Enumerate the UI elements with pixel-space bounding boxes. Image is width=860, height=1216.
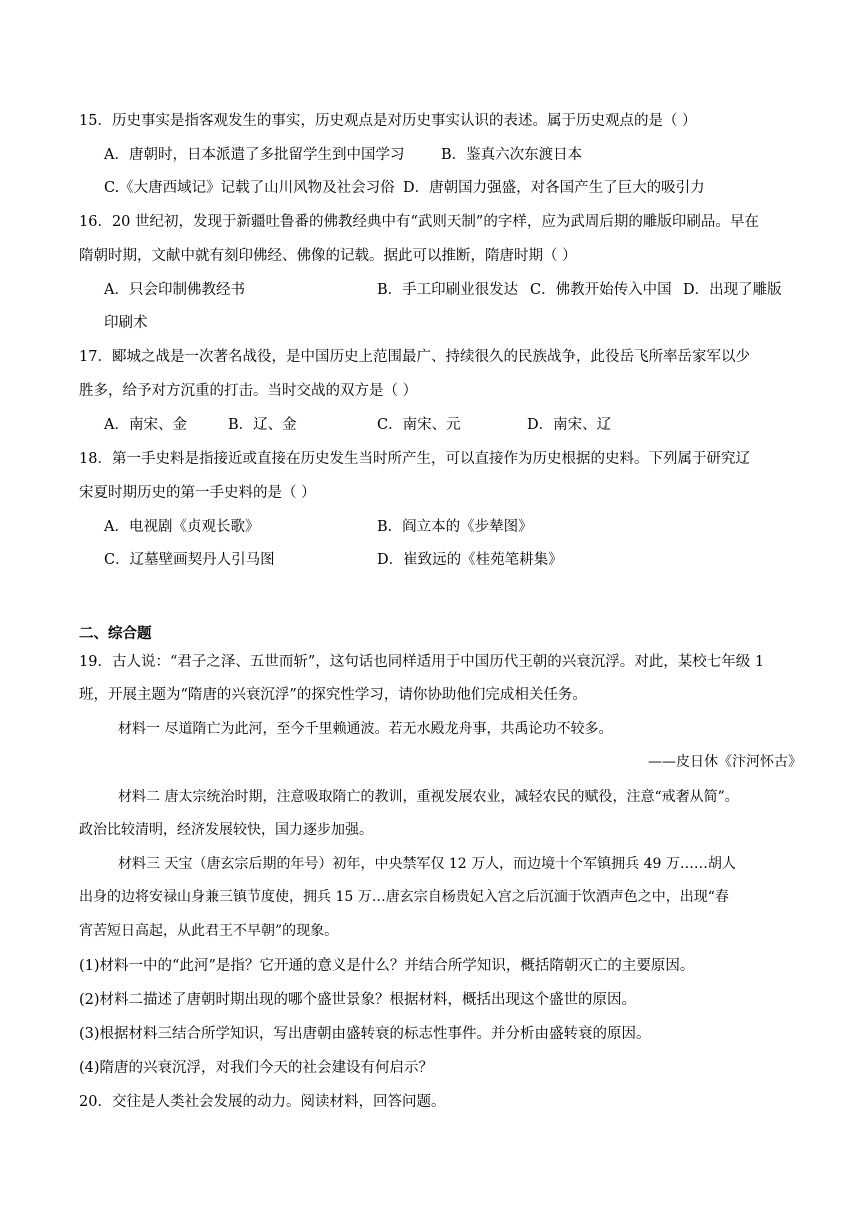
- q18-option-c: C．辽墓壁画契丹人引马图: [104, 552, 275, 568]
- q17-option-c: C．南宋、元: [377, 417, 461, 433]
- q18-option-d: D．崔致远的《桂苑笔耕集》: [377, 552, 563, 568]
- q15-stem: 15．历史事实是指客观发生的事实，历史观点是对历史事实认识的表述。属于历史观点的是（ ）: [79, 113, 697, 129]
- q17-stem-line2: 胜多，给予对方沉重的打击。当时交战的双方是（ ）: [79, 383, 418, 399]
- material-3-line1: 材料三 天宝（唐玄宗后期的年号）初年，中央禁军仅 12 万人，而边境十个军镇拥兵 49 万……胡人: [118, 856, 736, 872]
- material-1-source: ——皮日休《汴河怀古》: [648, 754, 802, 770]
- q17-option-b: B．辽、金: [228, 417, 297, 433]
- q16-stem-line2: 隋朝时期，文献中就有刻印佛经、佛像的记载。据此可以推断，隋唐时期（ ）: [79, 248, 577, 264]
- q15-option-a: A．唐朝时，日本派遣了多批留学生到中国学习: [104, 147, 405, 163]
- q17-stem-line1: 17．郾城之战是一次著名战役，是中国历史上范围最广、持续很久的民族战争，此役岳飞所率岳家军以少: [79, 349, 750, 365]
- material-1: 材料一 尽道隋亡为此河，至今千里赖通波。若无水殿龙舟事，共禹论功不较多。: [118, 721, 613, 737]
- q20-stem: 20．交往是人类社会发展的动力。阅读材料，回答问题。: [79, 1094, 446, 1110]
- q16-option-b: B．手工印刷业很发达: [377, 282, 519, 298]
- q16-option-d-continuation: 印刷术: [104, 315, 148, 331]
- material-2-line2: 政治比较清明，经济发展较快，国力逐步加强。: [79, 822, 373, 838]
- q16-option-a: A．只会印制佛教经书: [104, 282, 245, 298]
- material-3-line3: 宵苦短日高起，从此君王不早朝”的现象。: [79, 923, 339, 939]
- q19-stem-line2: 班，开展主题为“隋唐的兴衰沉浮”的探究性学习，请你协助他们完成相关任务。: [79, 687, 587, 703]
- q19-subquestion-4: (4)隋唐的兴衰沉浮，对我们今天的社会建设有何启示？: [79, 1060, 434, 1076]
- q15-option-c: C.《大唐西域记》记载了山川风物及社会习俗: [104, 180, 395, 196]
- q19-subquestion-1: (1)材料一中的“此河”是指？它开通的意义是什么？并结合所学知识，概括隋朝灭亡的主要原因。: [79, 958, 695, 974]
- q15-option-d: D．唐朝国力强盛，对各国产生了巨大的吸引力: [403, 180, 705, 196]
- q17-option-a: A．南宋、金: [104, 417, 187, 433]
- q18-stem-line1: 18．第一手史料是指接近或直接在历史发生当时所产生，可以直接作为历史根据的史料。下列属于研究辽: [79, 451, 750, 467]
- section-title: 二、综合题: [79, 625, 152, 642]
- material-3-line2: 出身的边将安禄山身兼三镇节度使，拥兵 15 万…唐玄宗自杨贵妃入宫之后沉湎于饮酒声色之中，出现“春: [79, 889, 729, 905]
- q19-stem-line1: 19．古人说：“君子之泽、五世而斩”，这句话也同样适用于中国历代王朝的兴衰沉浮。对此，某校七年级 1: [79, 654, 765, 670]
- q16-stem-line1: 16．20 世纪初，发现于新疆吐鲁番的佛教经典中有“武则天制”的字样，应为武周后期的雕版印刷品。早在: [79, 214, 759, 230]
- q18-option-b: B．阎立本的《步辇图》: [377, 519, 533, 535]
- q16-option-c: C．佛教开始传入中国: [530, 282, 672, 298]
- q18-option-a: A．电视剧《贞观长歌》: [104, 519, 260, 535]
- q15-option-b: B．鉴真六次东渡日本: [441, 147, 583, 163]
- material-2-line1: 材料二 唐太宗统治时期，注意吸取隋亡的教训，重视发展农业，减轻农民的赋役，注意“戒奢从简”。: [118, 789, 739, 805]
- q17-option-d: D．南宋、辽: [527, 417, 612, 433]
- q19-subquestion-3: (3)根据材料三结合所学知识，写出唐朝由盛转衰的标志性事件。并分析由盛转衰的原因。: [79, 1026, 651, 1042]
- q16-option-d: D．出现了雕版: [683, 282, 782, 298]
- q19-subquestion-2: (2)材料二描述了唐朝时期出现的哪个盛世景象？根据材料，概括出现这个盛世的原因。: [79, 992, 637, 1008]
- q18-stem-line2: 宋夏时期历史的第一手史料的是（ ）: [79, 485, 316, 501]
